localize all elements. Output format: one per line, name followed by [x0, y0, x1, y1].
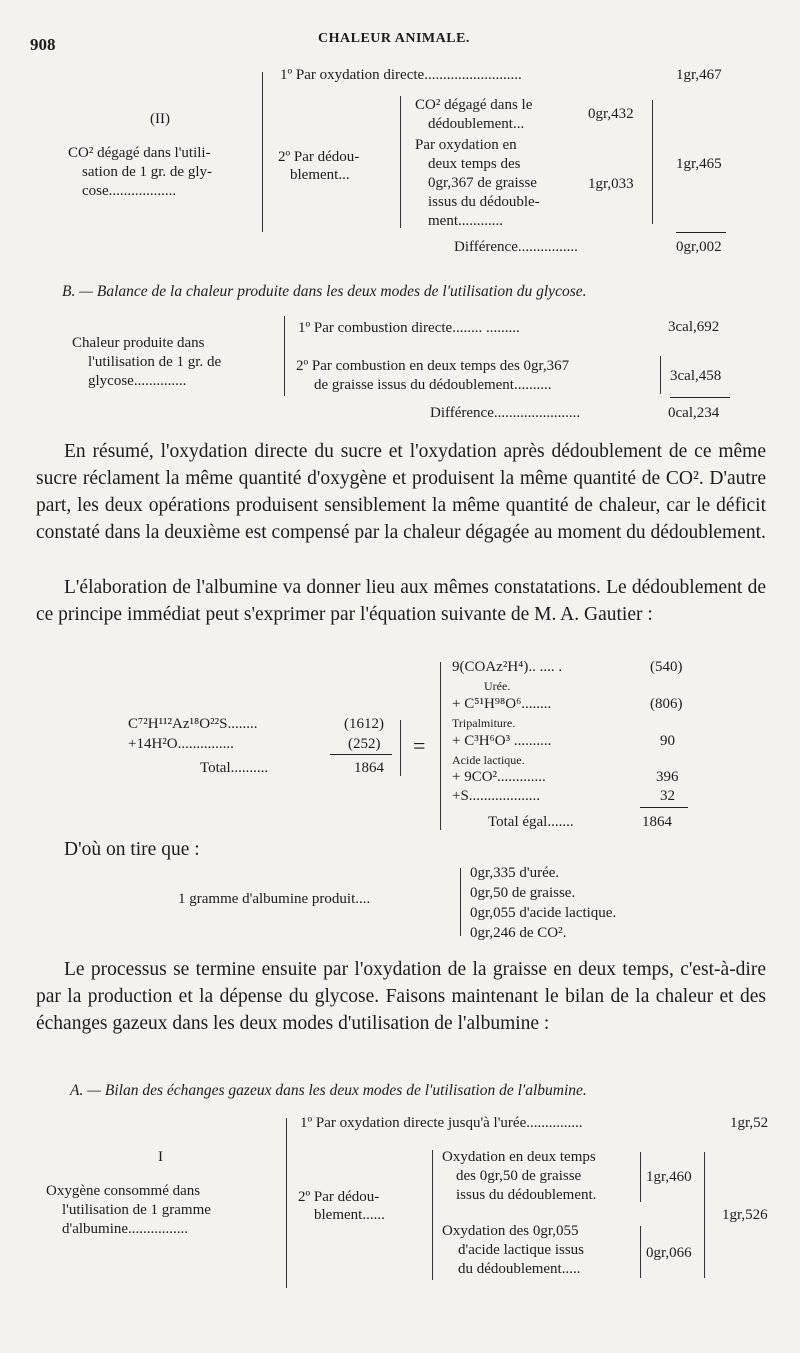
b-row2-label-1: 2º Par combustion en deux temps des 0gr,367 [296, 358, 570, 374]
eq-left-2-value: (252) [348, 736, 381, 752]
brace-a-sub-b [640, 1226, 641, 1278]
a-row1-label: 1º Par oxydation directe jusqu'à l'urée............... [300, 1115, 583, 1131]
a-row2-total: 1gr,526 [722, 1207, 768, 1223]
eq-right-4-formula: + 9CO²............. [452, 769, 546, 785]
eq-right-2-formula: + C⁵¹H⁹⁸O⁶........ [452, 696, 552, 712]
brace-a-total [704, 1152, 705, 1278]
sub-a-1: CO² dégagé dans le [415, 97, 533, 113]
eq-right-1-value: (540) [650, 659, 683, 675]
eq-right-4-value: 396 [656, 769, 679, 785]
sub-a-2: dédoublement... [428, 116, 525, 132]
row2-label-2: blement... [290, 167, 350, 183]
brace-table-II [262, 72, 263, 232]
eq-right-2-note: Tripalmiture. [452, 716, 516, 730]
a-sub-a-value: 1gr,460 [646, 1169, 692, 1185]
eq-left-1-formula: C⁷²H¹¹²Az¹⁸O²²S........ [128, 716, 258, 732]
a-left-3: d'albumine................ [62, 1221, 189, 1237]
brace-eq-right [440, 662, 441, 830]
row1-value: 1gr,467 [676, 67, 722, 83]
section-b-title: B. — Balance de la chaleur produite dans les deux modes de l'utilisation du glycose. [62, 283, 587, 300]
rule [640, 807, 688, 808]
a-left-1: Oxygène consommé dans [46, 1183, 201, 1199]
sub-a-value: 0gr,432 [588, 106, 634, 122]
product-4: 0gr,246 de CO². [470, 925, 567, 941]
brace-products [460, 868, 461, 936]
eq-total-value: 1864 [642, 814, 672, 830]
eq-total-label: Total égal....... [488, 814, 574, 830]
a-row2-label-2: blement...... [314, 1207, 385, 1223]
table-left-line-3: cose.................. [82, 183, 177, 199]
b-difference-label: Différence....................... [430, 405, 581, 421]
product-2: 0gr,50 de graisse. [470, 885, 576, 901]
b-row2-label-2: de graisse issus du dédoublement.......... [314, 377, 552, 393]
product-3: 0gr,055 d'acide lactique. [470, 905, 617, 921]
brace-row2 [400, 96, 401, 228]
eq-right-3-formula: + C³H⁶O³ .......... [452, 733, 552, 749]
eq-left-total-value: 1864 [354, 760, 384, 776]
sub-b-1: Par oxydation en [415, 137, 517, 153]
brace-eq-left [400, 720, 401, 776]
a-sub-b-value: 0gr,066 [646, 1245, 692, 1261]
brace-b-row2 [660, 356, 661, 394]
paragraph-processus: Le processus se termine ensuite par l'oxydation de la graisse en deux temps, c'est-à-dire par la production et la dépense du glycose. Faisons maintenant le bilan de la chaleur et des échanges gazeux dans les deux modes d'utilisation de l'albumine : [36, 959, 766, 1034]
eq-right-2-value: (806) [650, 696, 683, 712]
eq-left-total-label: Total.......... [200, 760, 269, 776]
b-left-1: Chaleur produite dans [72, 335, 205, 351]
a-row2-label-1: 2º Par dédou- [298, 1189, 380, 1205]
eq-right-5-value: 32 [660, 788, 675, 804]
a-sub-a-2: des 0gr,50 de graisse [456, 1168, 582, 1184]
a-sub-b-1: Oxydation des 0gr,055 [442, 1223, 579, 1239]
a-sub-a-1: Oxydation en deux temps [442, 1149, 596, 1165]
running-title: CHALEUR ANIMALE. [318, 31, 470, 46]
b-row2-value: 3cal,458 [670, 368, 722, 384]
b-left-2: l'utilisation de 1 gr. de [88, 354, 222, 370]
difference-value: 0gr,002 [676, 239, 722, 255]
a-sub-b-2: d'acide lactique issus [458, 1242, 584, 1258]
row1-label: 1º Par oxydation directe.......................... [280, 67, 522, 83]
brace-a-sub-a [640, 1152, 641, 1202]
table-left-line-1: CO² dégagé dans l'utili- [68, 145, 211, 161]
sub-b-3: 0gr,367 de graisse [428, 175, 537, 191]
brace-subtotal [652, 100, 653, 224]
rule [330, 754, 392, 755]
rule [676, 232, 726, 233]
b-left-3: glycose.............. [88, 373, 187, 389]
a-sub-b-3: du dédoublement..... [458, 1261, 581, 1277]
eq-right-1-note: Urée. [484, 679, 511, 693]
products-label: 1 gramme d'albumine produit.... [178, 891, 371, 907]
a-left-2: l'utilisation de 1 gramme [62, 1202, 211, 1218]
sub-b-2: deux temps des [428, 156, 521, 172]
eq-left-2-formula: +14H²O............... [128, 736, 234, 752]
b-difference-value: 0cal,234 [668, 405, 720, 421]
table-left-line-2: sation de 1 gr. de gly- [82, 164, 212, 180]
product-1: 0gr,335 d'urée. [470, 865, 560, 881]
page-number: 908 [30, 35, 56, 54]
eq-right-3-note: Acide lactique. [452, 753, 525, 767]
a-sub-a-3: issus du dédoublement. [456, 1187, 597, 1203]
a-row1-value: 1gr,52 [730, 1115, 769, 1131]
brace-a-row2 [432, 1150, 433, 1280]
eq-left-1-value: (1612) [344, 716, 384, 732]
paragraph-dou: D'où on tire que : [64, 839, 200, 860]
row2-total: 1gr,465 [676, 156, 722, 172]
equals-sign: = [413, 733, 426, 758]
eq-right-3-value: 90 [660, 733, 675, 749]
difference-label: Différence................ [454, 239, 578, 255]
section-a-title: A. — Bilan des échanges gazeux dans les deux modes de l'utilisation de l'albumine. [70, 1082, 587, 1099]
b-row1-label: 1º Par combustion directe........ ......... [298, 320, 520, 336]
b-row1-value: 3cal,692 [668, 319, 720, 335]
rule [670, 397, 730, 398]
row2-label-1: 2º Par dédou- [278, 149, 360, 165]
table-label: (II) [150, 111, 170, 127]
paragraph-albumine: L'élaboration de l'albumine va donner lieu aux mêmes constatations. Le dédoublement de ce principe immédiat peut s'exprimer par l'équation suivante de M. A. Gautier : [36, 577, 766, 625]
eq-right-1-formula: 9(COAz²H⁴).. .... . [452, 659, 563, 675]
sub-b-4: issus du dédouble- [428, 194, 540, 210]
eq-right-5-formula: +S................... [452, 788, 541, 804]
sub-b-value: 1gr,033 [588, 176, 634, 192]
brace-b [284, 316, 285, 396]
sub-b-5: ment............ [428, 213, 503, 229]
brace-a [286, 1118, 287, 1288]
paragraph-resume: En résumé, l'oxydation directe du sucre et l'oxydation après dédoublement de ce même sucre réclament la même quantité d'oxygène et produisent la même quantité de CO². D'autre part, les deux opérations produisent sensiblement la même quantité de chaleur, car le déficit constaté dans la deuxième est compensé par la chaleur dégagée au moment du dédoublement. [36, 441, 766, 543]
a-label: I [158, 1149, 163, 1165]
